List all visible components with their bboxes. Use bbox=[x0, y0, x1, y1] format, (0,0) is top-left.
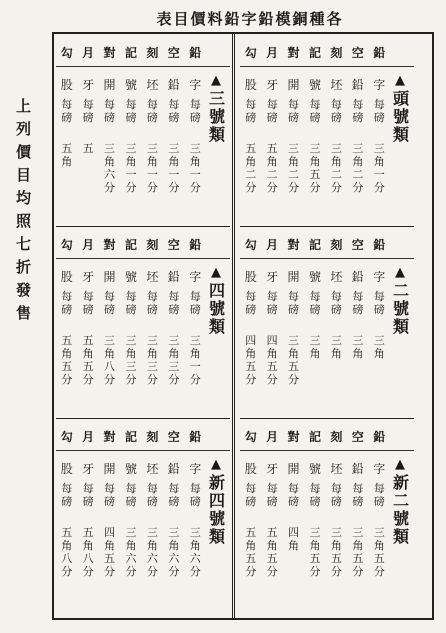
price-column bbox=[122, 266, 140, 406]
price-value: 三角二分 bbox=[352, 142, 364, 194]
category-block bbox=[388, 266, 412, 336]
unit-label: 每磅 bbox=[168, 482, 180, 508]
discount-note: 上列價目均照七折發售 bbox=[14, 98, 32, 328]
price-value: 三角五分 bbox=[309, 142, 321, 194]
header-label: 刻 bbox=[146, 238, 159, 252]
price-grid bbox=[240, 266, 390, 406]
header-label: 空 bbox=[167, 46, 180, 60]
item-name: 字 bbox=[189, 270, 202, 284]
unit-label: 每磅 bbox=[125, 290, 137, 316]
item-name: 開 bbox=[103, 78, 116, 92]
price-grid bbox=[56, 458, 206, 598]
price-value: 五角五分 bbox=[82, 334, 94, 386]
price-column bbox=[242, 266, 260, 406]
unit-label: 每磅 bbox=[125, 98, 137, 124]
triangle-icon: ▲ bbox=[211, 265, 221, 280]
price-column bbox=[58, 74, 76, 214]
panel-header bbox=[56, 44, 206, 61]
unit-label: 每磅 bbox=[82, 98, 94, 124]
unit-label: 每磅 bbox=[373, 482, 385, 508]
header-label: 對 bbox=[287, 46, 300, 60]
triangle-icon: ▲ bbox=[395, 73, 405, 88]
unit-label: 每磅 bbox=[104, 98, 116, 124]
price-value: 三角 bbox=[309, 334, 321, 360]
price-column bbox=[79, 266, 97, 406]
price-value: 三角一分 bbox=[189, 142, 201, 194]
unit-label: 每磅 bbox=[352, 290, 364, 316]
price-value: 三角三分 bbox=[125, 334, 137, 386]
header-label: 記 bbox=[308, 430, 321, 444]
price-grid bbox=[240, 458, 390, 598]
price-column bbox=[101, 74, 119, 214]
price-panel bbox=[56, 228, 230, 419]
item-name: 股 bbox=[60, 78, 73, 92]
header-label: 鉛 bbox=[189, 46, 202, 60]
item-name: 股 bbox=[244, 270, 257, 284]
price-value: 四角五分 bbox=[245, 334, 257, 386]
header-rule bbox=[56, 450, 230, 451]
unit-label: 每磅 bbox=[168, 98, 180, 124]
category-block bbox=[204, 74, 228, 144]
header-label: 鉛 bbox=[189, 430, 202, 444]
price-column bbox=[101, 266, 119, 406]
header-label: 月 bbox=[266, 238, 279, 252]
price-value: 三角六分 bbox=[104, 142, 116, 194]
price-column bbox=[79, 74, 97, 214]
unit-label: 每磅 bbox=[245, 98, 257, 124]
price-column bbox=[143, 266, 161, 406]
unit-label: 每磅 bbox=[288, 98, 300, 124]
item-name: 字 bbox=[373, 78, 386, 92]
price-value: 三角一分 bbox=[373, 142, 385, 194]
price-grid bbox=[56, 266, 206, 406]
price-column bbox=[165, 74, 183, 214]
price-value: 三角六分 bbox=[125, 526, 137, 578]
price-value: 三角六分 bbox=[146, 526, 158, 578]
header-label: 對 bbox=[287, 430, 300, 444]
header-label: 勾 bbox=[60, 238, 73, 252]
item-name: 號 bbox=[124, 78, 137, 92]
item-name: 牙 bbox=[82, 270, 95, 284]
header-label: 空 bbox=[351, 46, 364, 60]
unit-label: 每磅 bbox=[245, 290, 257, 316]
unit-label: 每磅 bbox=[125, 482, 137, 508]
price-column bbox=[349, 266, 367, 406]
price-column bbox=[370, 266, 388, 406]
price-column bbox=[327, 266, 345, 406]
price-column bbox=[349, 458, 367, 598]
item-name: 開 bbox=[287, 78, 300, 92]
header-label: 記 bbox=[308, 238, 321, 252]
price-value: 三角五分 bbox=[288, 334, 300, 386]
price-column bbox=[306, 266, 324, 406]
item-name: 開 bbox=[103, 462, 116, 476]
price-value: 五 bbox=[82, 142, 94, 155]
category-label: 四號類 bbox=[206, 282, 226, 336]
header-label: 記 bbox=[124, 430, 137, 444]
item-name: 坯 bbox=[146, 462, 159, 476]
price-value: 五角 bbox=[61, 142, 73, 168]
price-column bbox=[327, 74, 345, 214]
unit-label: 每磅 bbox=[288, 290, 300, 316]
item-name: 號 bbox=[308, 78, 321, 92]
price-column bbox=[186, 74, 204, 214]
item-name: 牙 bbox=[82, 78, 95, 92]
header-rule bbox=[56, 258, 230, 259]
header-rule bbox=[240, 258, 414, 259]
header-label: 空 bbox=[351, 430, 364, 444]
price-column bbox=[165, 266, 183, 406]
panel-header bbox=[240, 428, 390, 445]
price-value: 三角五分 bbox=[352, 526, 364, 578]
panel-header bbox=[240, 44, 390, 61]
header-label: 鉛 bbox=[373, 46, 386, 60]
price-column bbox=[143, 458, 161, 598]
unit-label: 每磅 bbox=[189, 290, 201, 316]
price-value: 三角一分 bbox=[146, 142, 158, 194]
item-name: 坯 bbox=[146, 78, 159, 92]
item-name: 號 bbox=[308, 270, 321, 284]
price-column bbox=[327, 458, 345, 598]
item-name: 坯 bbox=[330, 78, 343, 92]
header-label: 刻 bbox=[146, 46, 159, 60]
price-column bbox=[306, 458, 324, 598]
unit-label: 每磅 bbox=[146, 482, 158, 508]
price-value: 三角五分 bbox=[330, 526, 342, 578]
price-value: 三角三分 bbox=[146, 334, 158, 386]
panel-header bbox=[56, 428, 206, 445]
unit-label: 每磅 bbox=[104, 290, 116, 316]
price-value: 三角五分 bbox=[309, 526, 321, 578]
header-label: 記 bbox=[124, 46, 137, 60]
item-name: 號 bbox=[124, 270, 137, 284]
panel-header bbox=[56, 236, 206, 253]
price-value: 五角二分 bbox=[245, 142, 257, 194]
header-label: 刻 bbox=[146, 430, 159, 444]
category-block bbox=[388, 74, 412, 144]
unit-label: 每磅 bbox=[309, 482, 321, 508]
unit-label: 每磅 bbox=[245, 482, 257, 508]
item-name: 開 bbox=[287, 270, 300, 284]
header-label: 記 bbox=[308, 46, 321, 60]
price-column bbox=[186, 458, 204, 598]
unit-label: 每磅 bbox=[309, 98, 321, 124]
unit-label: 每磅 bbox=[82, 482, 94, 508]
category-block bbox=[388, 458, 412, 546]
unit-label: 每磅 bbox=[266, 98, 278, 124]
header-label: 月 bbox=[82, 430, 95, 444]
panel-header bbox=[240, 236, 390, 253]
unit-label: 每磅 bbox=[61, 482, 73, 508]
price-panel bbox=[240, 420, 414, 610]
category-block bbox=[204, 266, 228, 336]
header-label: 對 bbox=[287, 238, 300, 252]
price-value: 五角二分 bbox=[266, 142, 278, 194]
price-column bbox=[186, 266, 204, 406]
unit-label: 每磅 bbox=[288, 482, 300, 508]
item-name: 股 bbox=[244, 462, 257, 476]
price-grid bbox=[240, 74, 390, 214]
item-name: 鉛 bbox=[167, 78, 180, 92]
category-label: 頭號類 bbox=[390, 90, 410, 144]
unit-label: 每磅 bbox=[266, 482, 278, 508]
item-name: 牙 bbox=[266, 462, 279, 476]
price-value: 五角八分 bbox=[82, 526, 94, 578]
item-name: 鉛 bbox=[351, 78, 364, 92]
unit-label: 每磅 bbox=[266, 290, 278, 316]
unit-label: 每磅 bbox=[189, 98, 201, 124]
price-value: 四角五分 bbox=[104, 526, 116, 578]
price-column bbox=[101, 458, 119, 598]
price-value: 三角 bbox=[352, 334, 364, 360]
category-label: 二號類 bbox=[390, 282, 410, 336]
price-value: 三角一分 bbox=[168, 142, 180, 194]
item-name: 開 bbox=[287, 462, 300, 476]
header-label: 鉛 bbox=[189, 238, 202, 252]
unit-label: 每磅 bbox=[61, 290, 73, 316]
price-column bbox=[285, 74, 303, 214]
unit-label: 每磅 bbox=[352, 98, 364, 124]
item-name: 坯 bbox=[330, 270, 343, 284]
price-value: 三角六分 bbox=[189, 526, 201, 578]
category-block bbox=[204, 458, 228, 546]
unit-label: 每磅 bbox=[330, 98, 342, 124]
price-column bbox=[143, 74, 161, 214]
unit-label: 每磅 bbox=[373, 98, 385, 124]
header-label: 鉛 bbox=[373, 430, 386, 444]
item-name: 牙 bbox=[82, 462, 95, 476]
unit-label: 每磅 bbox=[146, 290, 158, 316]
header-label: 月 bbox=[82, 238, 95, 252]
header-label: 刻 bbox=[330, 238, 343, 252]
price-panel bbox=[56, 36, 230, 227]
price-value: 三角二分 bbox=[288, 142, 300, 194]
item-name: 坯 bbox=[146, 270, 159, 284]
item-name: 坯 bbox=[330, 462, 343, 476]
price-column bbox=[370, 458, 388, 598]
item-name: 字 bbox=[373, 462, 386, 476]
price-column bbox=[165, 458, 183, 598]
price-value: 五角八分 bbox=[61, 526, 73, 578]
item-name: 字 bbox=[373, 270, 386, 284]
header-label: 空 bbox=[351, 238, 364, 252]
header-label: 對 bbox=[103, 238, 116, 252]
unit-label: 每磅 bbox=[168, 290, 180, 316]
category-label: 新二號類 bbox=[390, 474, 410, 546]
price-value: 三角 bbox=[330, 334, 342, 360]
item-name: 號 bbox=[124, 462, 137, 476]
category-label: 新四號類 bbox=[206, 474, 226, 546]
item-name: 股 bbox=[60, 462, 73, 476]
item-name: 開 bbox=[103, 270, 116, 284]
price-value: 三角 bbox=[373, 334, 385, 360]
triangle-icon: ▲ bbox=[211, 73, 221, 88]
price-panel bbox=[240, 228, 414, 419]
header-rule bbox=[56, 66, 230, 67]
price-column bbox=[285, 458, 303, 598]
price-value: 四角 bbox=[288, 526, 300, 552]
item-name: 鉛 bbox=[167, 462, 180, 476]
price-value: 五角五分 bbox=[266, 526, 278, 578]
header-label: 鉛 bbox=[373, 238, 386, 252]
header-rule bbox=[240, 450, 414, 451]
unit-label: 每磅 bbox=[82, 290, 94, 316]
triangle-icon: ▲ bbox=[395, 265, 405, 280]
price-value: 三角八分 bbox=[104, 334, 116, 386]
item-name: 股 bbox=[244, 78, 257, 92]
unit-label: 每磅 bbox=[104, 482, 116, 508]
price-value: 三角一分 bbox=[125, 142, 137, 194]
price-column bbox=[306, 74, 324, 214]
header-label: 勾 bbox=[244, 46, 257, 60]
price-column bbox=[58, 458, 76, 598]
price-column bbox=[122, 74, 140, 214]
item-name: 字 bbox=[189, 78, 202, 92]
header-label: 勾 bbox=[60, 46, 73, 60]
header-rule bbox=[240, 66, 414, 67]
header-label: 勾 bbox=[60, 430, 73, 444]
item-name: 鉛 bbox=[351, 462, 364, 476]
unit-label: 每磅 bbox=[330, 290, 342, 316]
header-label: 刻 bbox=[330, 46, 343, 60]
price-column bbox=[263, 458, 281, 598]
header-label: 空 bbox=[167, 238, 180, 252]
item-name: 鉛 bbox=[167, 270, 180, 284]
price-value: 四角五分 bbox=[266, 334, 278, 386]
price-column bbox=[79, 458, 97, 598]
header-label: 月 bbox=[82, 46, 95, 60]
price-column bbox=[242, 74, 260, 214]
header-label: 月 bbox=[266, 46, 279, 60]
header-label: 勾 bbox=[244, 430, 257, 444]
item-name: 牙 bbox=[266, 270, 279, 284]
unit-label: 每磅 bbox=[373, 290, 385, 316]
price-value: 五角五分 bbox=[245, 526, 257, 578]
item-name: 牙 bbox=[266, 78, 279, 92]
price-column bbox=[242, 458, 260, 598]
header-label: 空 bbox=[167, 430, 180, 444]
center-divider bbox=[232, 34, 235, 618]
price-column bbox=[58, 266, 76, 406]
item-name: 股 bbox=[60, 270, 73, 284]
item-name: 字 bbox=[189, 462, 202, 476]
price-value: 三角一分 bbox=[189, 334, 201, 386]
price-grid bbox=[56, 74, 206, 214]
price-column bbox=[263, 74, 281, 214]
unit-label: 每磅 bbox=[352, 482, 364, 508]
header-label: 對 bbox=[103, 430, 116, 444]
price-column bbox=[285, 266, 303, 406]
header-label: 對 bbox=[103, 46, 116, 60]
price-column bbox=[370, 74, 388, 214]
category-label: 三號類 bbox=[206, 90, 226, 144]
unit-label: 每磅 bbox=[146, 98, 158, 124]
triangle-icon: ▲ bbox=[211, 457, 221, 472]
header-label: 記 bbox=[124, 238, 137, 252]
price-value: 三角三分 bbox=[168, 334, 180, 386]
page-title: 表目價料鉛字鉛模銅種各 bbox=[156, 10, 344, 28]
header-label: 勾 bbox=[244, 238, 257, 252]
price-value: 三角二分 bbox=[330, 142, 342, 194]
price-value: 三角五分 bbox=[373, 526, 385, 578]
triangle-icon: ▲ bbox=[395, 457, 405, 472]
price-value: 五角五分 bbox=[61, 334, 73, 386]
price-column bbox=[349, 74, 367, 214]
header-label: 刻 bbox=[330, 430, 343, 444]
unit-label: 每磅 bbox=[330, 482, 342, 508]
price-column bbox=[263, 266, 281, 406]
header-label: 月 bbox=[266, 430, 279, 444]
item-name: 號 bbox=[308, 462, 321, 476]
price-panel bbox=[56, 420, 230, 610]
price-panel bbox=[240, 36, 414, 227]
unit-label: 每磅 bbox=[309, 290, 321, 316]
item-name: 鉛 bbox=[351, 270, 364, 284]
price-value: 三角六分 bbox=[168, 526, 180, 578]
unit-label: 每磅 bbox=[189, 482, 201, 508]
price-column bbox=[122, 458, 140, 598]
unit-label: 每磅 bbox=[61, 98, 73, 124]
